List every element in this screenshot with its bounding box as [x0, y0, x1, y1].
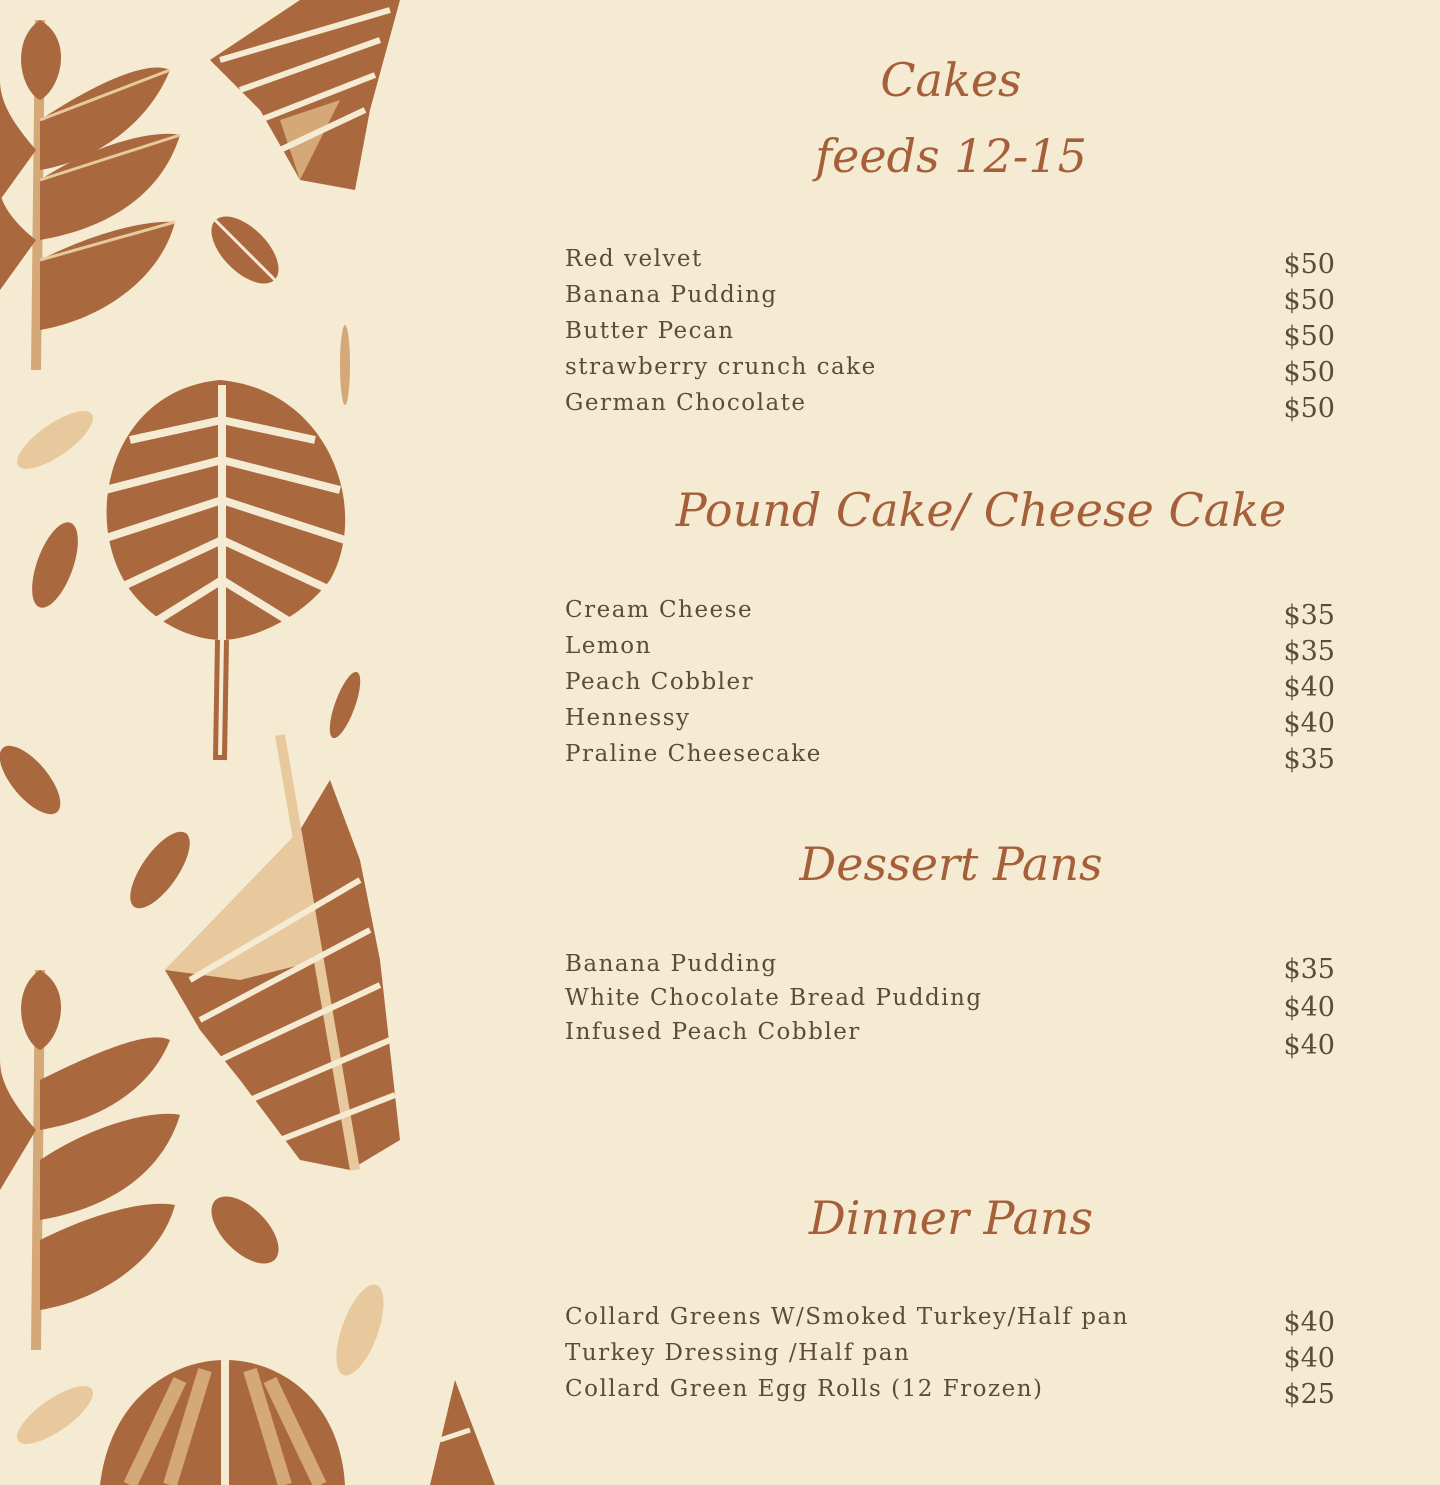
item-name: Red velvet [565, 246, 703, 272]
item-list-dessert-pans [565, 951, 1337, 1061]
list-item [565, 597, 1337, 633]
list-item [565, 1019, 1337, 1061]
item-name: German Chocolate [565, 390, 807, 416]
leaf-pattern-decoration [0, 0, 520, 1485]
list-item [565, 669, 1337, 705]
item-price: $50 [1283, 393, 1335, 424]
list-item [565, 282, 1337, 318]
item-name: strawberry crunch cake [565, 354, 877, 380]
item-price: $40 [1283, 1307, 1335, 1338]
item-name: White Chocolate Bread Pudding [565, 985, 983, 1011]
item-price: $50 [1283, 321, 1335, 352]
item-price: $50 [1283, 357, 1335, 388]
item-name: Collard Green Egg Rolls (12 Frozen) [565, 1376, 1044, 1402]
leaf-branch-bottom-icon [0, 970, 180, 1350]
list-item [565, 1304, 1337, 1340]
item-name: Collard Greens W/Smoked Turkey/Half pan [565, 1304, 1129, 1330]
list-item [565, 1376, 1337, 1412]
item-name: Banana Pudding [565, 282, 778, 308]
list-item [565, 985, 1337, 1023]
item-name: Turkey Dressing /Half pan [565, 1340, 911, 1366]
section-title-line: Cakes [880, 53, 1022, 107]
item-price: $35 [1283, 954, 1335, 985]
section-title-line: Pound Cake/ Cheese Cake [675, 483, 1287, 537]
item-list-cakes [565, 246, 1337, 426]
round-leaf-bottom-icon [100, 1360, 495, 1485]
leaf-branch-top-icon [0, 20, 180, 370]
item-price: $40 [1283, 992, 1335, 1023]
round-leaf-icon [100, 380, 345, 760]
feather-leaf-top-icon [210, 0, 400, 190]
list-item [565, 1340, 1337, 1376]
item-price: $35 [1283, 600, 1335, 631]
item-price: $25 [1283, 1379, 1335, 1410]
small-leaf-icon [200, 205, 291, 296]
section-title-cakes [565, 42, 1337, 194]
item-name: Lemon [565, 633, 652, 659]
feather-leaf-middle-icon [165, 735, 400, 1170]
list-item [565, 318, 1337, 354]
item-name: Infused Peach Cobbler [565, 1019, 861, 1045]
item-price: $50 [1283, 249, 1335, 280]
menu [565, 0, 1337, 1485]
item-price: $40 [1283, 672, 1335, 703]
list-item [565, 390, 1337, 426]
item-name: Praline Cheesecake [565, 741, 822, 767]
item-price: $40 [1283, 708, 1335, 739]
item-list-pound-cake [565, 597, 1337, 777]
item-name: Hennessy [565, 705, 691, 731]
section-title-line: Dinner Pans [808, 1191, 1094, 1245]
section-title-line: feeds 12-15 [815, 129, 1087, 183]
list-item [565, 741, 1337, 777]
section-title-pound-cake [595, 472, 1367, 548]
list-item [565, 951, 1337, 985]
section-title-dinner-pans [565, 1180, 1337, 1256]
item-price: $40 [1283, 1030, 1335, 1061]
item-price: $35 [1283, 636, 1335, 667]
item-list-dinner-pans [565, 1304, 1337, 1412]
item-name: Peach Cobbler [565, 669, 755, 695]
section-title-line: Dessert Pans [799, 837, 1103, 891]
item-name: Cream Cheese [565, 597, 754, 623]
list-item [565, 705, 1337, 741]
item-price: $40 [1283, 1343, 1335, 1374]
section-title-dessert-pans [565, 826, 1337, 902]
item-price: $50 [1283, 285, 1335, 316]
list-item [565, 354, 1337, 390]
item-price: $35 [1283, 744, 1335, 775]
list-item [565, 246, 1337, 282]
list-item [565, 633, 1337, 669]
item-name: Butter Pecan [565, 318, 735, 344]
item-name: Banana Pudding [565, 951, 778, 977]
